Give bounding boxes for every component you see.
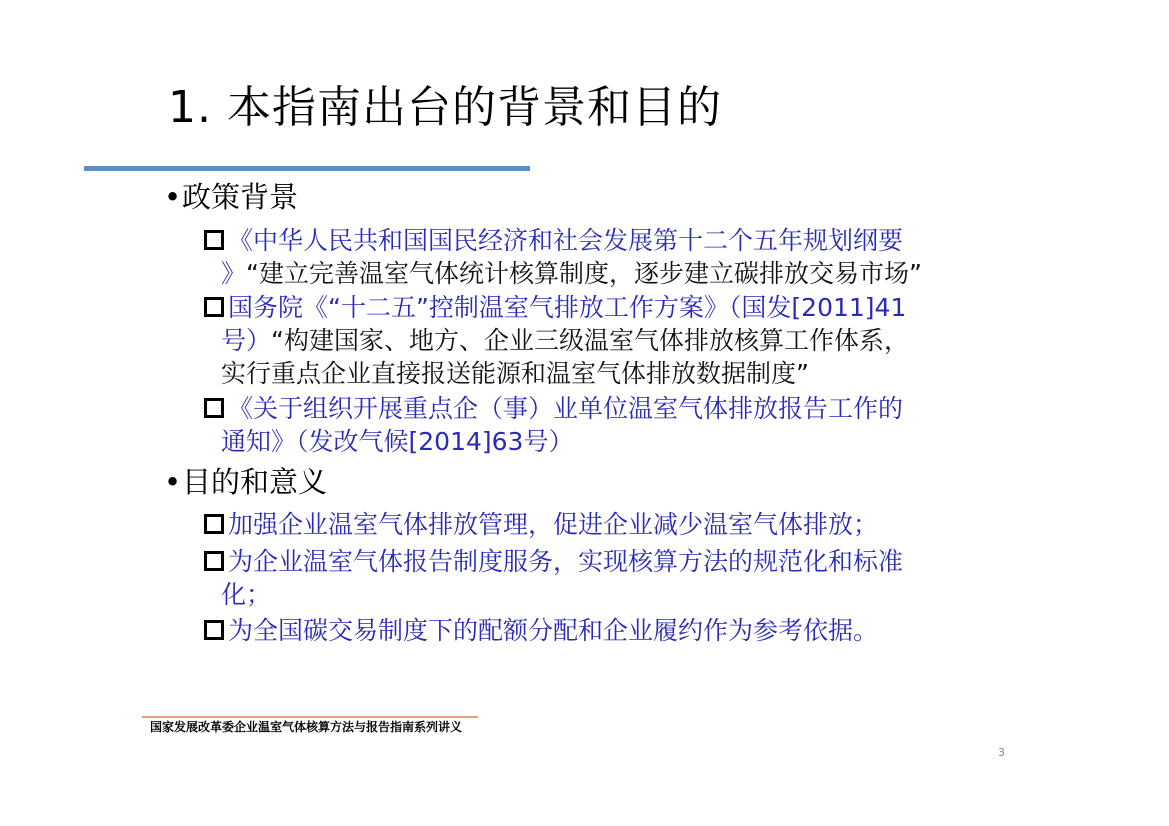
title-underline	[84, 166, 530, 171]
purpose-item-1: 加强企业温室气体排放管理，促进企业减少温室气体排放；	[204, 508, 1064, 541]
checkbox-square-icon	[204, 297, 224, 317]
checkbox-square-icon	[204, 551, 224, 571]
bullet-dot: •	[164, 180, 182, 214]
section-heading-purpose: •目的和意义	[164, 465, 328, 499]
purpose-item-3: 为全国碳交易制度下的配额分配和企业履约作为参考依据。	[204, 614, 1064, 647]
page-number: 3	[998, 746, 1005, 759]
footer-text: 国家发展改革委企业温室气体核算方法与报告指南系列讲义	[150, 720, 463, 734]
purpose-item-2: 为企业温室气体报告制度服务，实现核算方法的规范化和标准 化；	[204, 545, 1064, 611]
checkbox-square-icon	[204, 514, 224, 534]
policy-item-3: 《关于组织开展重点企（事）业单位温室气体排放报告工作的 通知》（发改气候[2014]63号）	[204, 392, 1064, 458]
policy-item-2: 国务院《“十二五”控制温室气排放工作方案》（国发[2011]41 号）“构建国家、地方、企业三级温室气体排放核算工作体系， 实行重点企业直接报送能源和温室气体排放数据制度”	[204, 291, 1064, 390]
footer-divider	[142, 716, 478, 718]
bullet-dot: •	[164, 465, 182, 499]
checkbox-square-icon	[204, 398, 224, 418]
checkbox-square-icon	[204, 230, 224, 250]
slide-title: 1. 本指南出台的背景和目的	[168, 82, 722, 133]
section-heading-policy: •政策背景	[164, 180, 299, 214]
checkbox-square-icon	[204, 620, 224, 640]
policy-item-1: 《中华人民共和国国民经济和社会发展第十二个五年规划纲要 》“建立完善温室气体统计核算制度，逐步建立碳排放交易市场”	[204, 224, 1064, 290]
